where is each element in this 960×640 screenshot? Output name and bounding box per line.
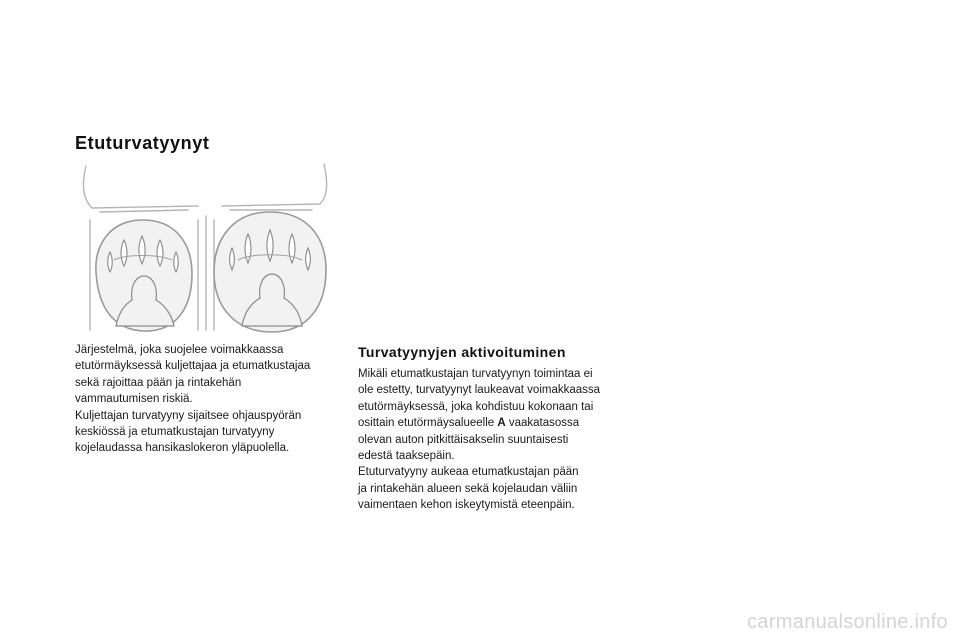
text-line: ja rintakehän alueen sekä kojelaudan väliin (358, 482, 578, 495)
page-title: Etuturvatyynyt (75, 133, 210, 153)
text-line: etutörmäyksessä, joka kohdistuu kokonaan tai (358, 400, 594, 413)
driver-airbag (96, 220, 192, 331)
zone-label-a: A (497, 417, 506, 430)
text-line: edestä taaksepäin. (358, 450, 455, 463)
text-fragment: osittain etutörmäysalueelle (358, 417, 498, 430)
watermark: carmanualsonline.info (747, 611, 948, 633)
text-line: sekä rajoittaa pään ja rintakehän (75, 376, 242, 389)
text-line: vammautumisen riskiä. (75, 393, 193, 406)
text-line: etutörmäyksessä kuljettajaa ja etumatkustajaa (75, 360, 311, 373)
text-line: Järjestelmä, joka suojelee voimakkaassa (75, 344, 284, 356)
airbags-deployed-illustration (80, 160, 330, 335)
activation-paragraph-2 (358, 464, 628, 513)
text-line: ole estetty, turvatyynyt laukeavat voimakkaassa (358, 384, 601, 397)
text-line: Kuljettajan turvatyyny sijaitsee ohjauspyörän (75, 409, 302, 422)
intro-text (75, 342, 345, 457)
activation-text (358, 366, 628, 514)
text-line: vaimentaen kehon iskeytymistä eteenpäin. (358, 499, 575, 512)
text-line: Mikäli etumatkustajan turvatyynyn toimintaa ei (358, 368, 593, 380)
passenger-airbag (214, 212, 326, 332)
text-fragment: vaakatasossa (505, 417, 580, 430)
text-line: keskiössä ja etumatkustajan turvatyyny (75, 426, 275, 439)
activation-paragraph-1 (358, 366, 628, 464)
text-line: Etuturvatyyny aukeaa etumatkustajan pään (358, 466, 579, 479)
text-line: kojelaudassa hansikaslokeron yläpuolella. (75, 442, 290, 455)
intro-paragraph-1 (75, 342, 345, 408)
section-heading-activation: Turvatyynyjen aktivoituminen (358, 344, 566, 360)
intro-paragraph-2 (75, 408, 345, 457)
text-line: olevan auton pitkittäisakselin suuntaisesti (358, 433, 569, 446)
text-line (358, 415, 628, 431)
